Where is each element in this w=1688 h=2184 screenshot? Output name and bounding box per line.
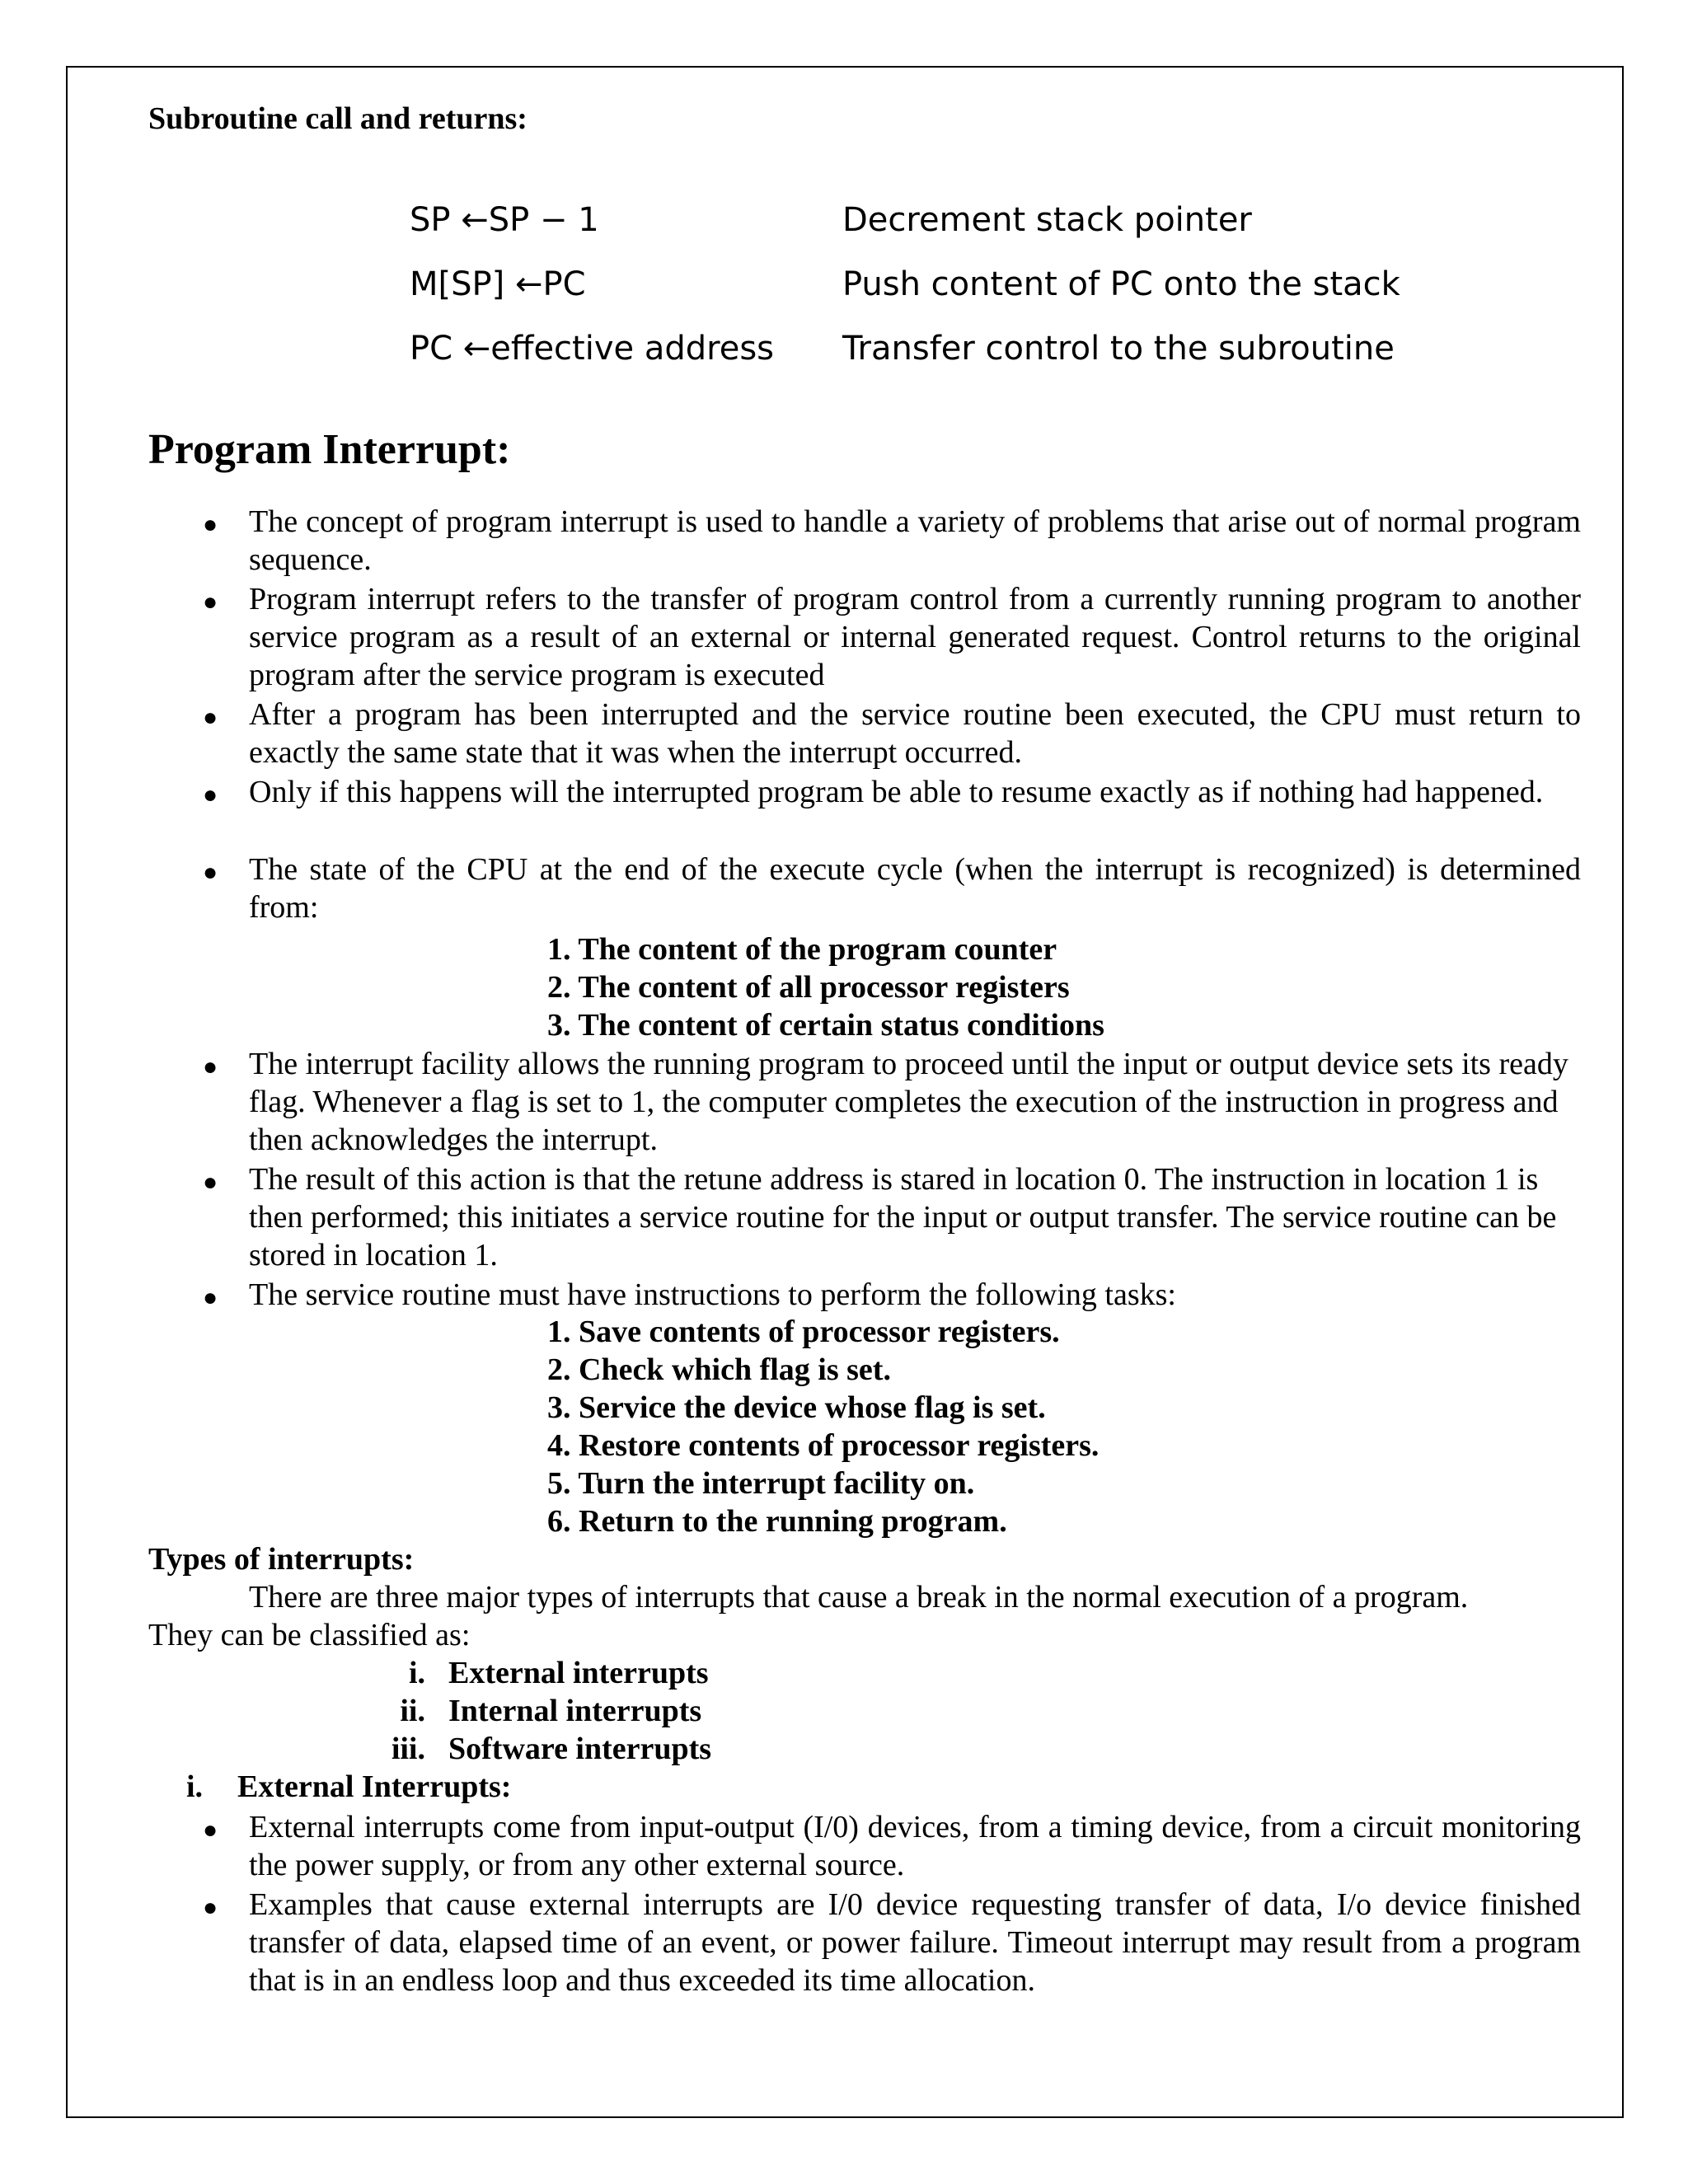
type-num-2: ii. (400, 1694, 425, 1728)
bullet-icon: ● (203, 859, 218, 886)
pi-bullet-1: The concept of program interrupt is used to handle a variety of problems that arise out of normal program sequence. (249, 504, 1581, 577)
bullet-icon: ● (203, 1816, 218, 1844)
bullet-icon: ● (203, 1894, 218, 1921)
state-item-1: 1. The content of the program counter (547, 932, 1057, 967)
bullet-icon: ● (203, 1169, 218, 1196)
types-heading: Types of interrupts: (148, 1542, 415, 1577)
external-heading-num: i. (186, 1769, 204, 1804)
subroutine-heading: Subroutine call and returns: (148, 101, 528, 136)
task-item-1: 1. Save contents of processor registers. (547, 1315, 1060, 1349)
task-item-5: 5. Turn the interrupt facility on. (547, 1466, 975, 1501)
bullet-icon: ● (203, 511, 218, 538)
bullet-icon: ● (203, 1284, 218, 1311)
types-intro-line-2: They can be classified as: (148, 1618, 471, 1652)
types-intro-line-1: There are three major types of interrupts that cause a break in the normal execution of a program. (249, 1580, 1469, 1615)
task-item-3: 3. Service the device whose flag is set. (547, 1390, 1046, 1425)
type-num-3: iii. (391, 1732, 425, 1766)
rtl-op-3: PC ←effective address (410, 330, 774, 368)
program-interrupt-heading: Program Interrupt: (148, 426, 511, 473)
rtl-op-2: M[SP] ←PC (410, 265, 586, 303)
type-num-1: i. (408, 1656, 425, 1690)
rtl-desc-3: Transfer control to the subroutine (842, 330, 1395, 368)
pi-bullet-4: Only if this happens will the interrupted program be able to resume exactly as if nothing had happened. (249, 775, 1544, 809)
task-item-2: 2. Check which flag is set. (547, 1352, 891, 1387)
pi-bullet-2: Program interrupt refers to the transfer of program control from a currently running program to another service program as a result of an external or internal generated request. Control returns to the original program after the service program is executed (249, 582, 1581, 692)
pi-bullet-8: The service routine must have instructions to perform the following tasks: (249, 1277, 1176, 1312)
external-bullet-1: External interrupts come from input-output (I/0) devices, from a timing device, from a circuit monitoring the power supply, or from any other external source. (249, 1810, 1581, 1882)
state-item-3: 3. The content of certain status conditions (547, 1008, 1104, 1043)
state-item-2: 2. The content of all processor registers (547, 970, 1070, 1005)
pi-bullet-5: The state of the CPU at the end of the execute cycle (when the interrupt is recognized) is determined from: (249, 852, 1581, 925)
type-item-3: Software interrupts (448, 1732, 712, 1766)
bullet-icon: ● (203, 704, 218, 731)
task-item-6: 6. Return to the running program. (547, 1504, 1007, 1539)
rtl-desc-2: Push content of PC onto the stack (842, 265, 1400, 303)
bullet-icon: ● (203, 1053, 218, 1080)
rtl-desc-1: Decrement stack pointer (842, 201, 1252, 239)
pi-bullet-6: The interrupt facility allows the running program to proceed until the input or output device sets its ready flag. Whenever a flag is set to 1, the computer completes the execution of the instruction in progress and then acknowledges the interrupt. (249, 1047, 1568, 1157)
bullet-icon: ● (203, 781, 218, 808)
type-item-1: External interrupts (448, 1656, 709, 1690)
pi-bullet-7: The result of this action is that the retune address is stared in location 0. The instruction in location 1 is then performed; this initiates a service routine for the input or output transfer. The service routine can be stored in location 1. (249, 1162, 1557, 1272)
external-heading: External Interrupts: (237, 1769, 512, 1804)
pi-bullet-3: After a program has been interrupted and the service routine been executed, the CPU must return to exactly the same state that it was when the interrupt occurred. (249, 697, 1581, 770)
bullet-icon: ● (203, 588, 218, 616)
external-bullet-2: Examples that cause external interrupts are I/0 device requesting transfer of data, I/o device finished transfer of data, elapsed time of an event, or power failure. Timeout interrupt may result from a program that is in an endless loop and thus exceeded its time allocation. (249, 1887, 1581, 1998)
rtl-op-1: SP ←SP − 1 (410, 201, 599, 239)
task-item-4: 4. Restore contents of processor registers. (547, 1428, 1100, 1463)
type-item-2: Internal interrupts (448, 1694, 702, 1728)
